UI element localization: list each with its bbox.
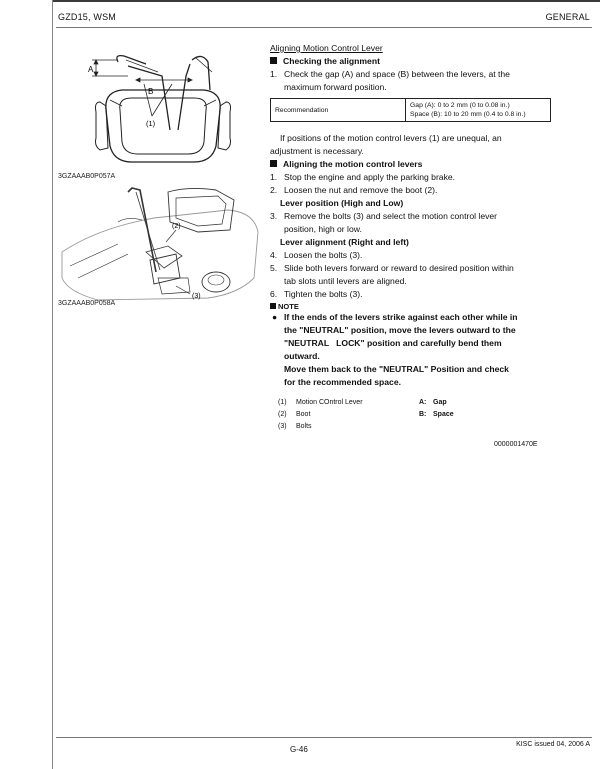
gap-spec: Gap (A): 0 to 2 mm (0 to 0.08 in.) xyxy=(410,102,510,109)
header-model: GZD15, WSM xyxy=(58,12,117,22)
recommendation-values xyxy=(406,99,551,122)
label-bolts-3: (3) xyxy=(192,293,201,300)
checking-step-1: 1. Check the gap (A) and space (B) between the levers, at the maximum forward position. xyxy=(270,69,510,92)
space-spec: Space (B): 10 to 20 mm (0.4 to 0.8 in.) xyxy=(410,111,526,118)
label-lever-1: (1) xyxy=(146,119,156,128)
note-label: NOTE xyxy=(270,302,550,311)
square-bullet-icon xyxy=(270,57,277,64)
note-marker-icon xyxy=(270,303,276,309)
procedure-column xyxy=(270,132,550,389)
figure-1-caption: 3GZAAAB0P057A xyxy=(58,173,116,180)
checking-heading: Checking the alignment xyxy=(270,55,550,68)
section-title: Aligning Motion Control Lever xyxy=(270,43,383,53)
unequal-note-line1: If positions of the motion control levers (1) are unequal, an xyxy=(280,133,502,143)
legend-right xyxy=(419,397,454,421)
aligning-step-1: 1. Stop the engine and apply the parking brake. xyxy=(270,172,456,182)
note-bullet-icon: ● xyxy=(272,312,278,322)
lever-bolts-figure xyxy=(58,182,268,307)
unequal-note-line2: adjustment is necessary. xyxy=(270,146,364,156)
legend-item: (1) Motion COntrol Lever xyxy=(278,399,363,406)
recommendation-table xyxy=(270,98,551,122)
document-code: 0000001470E xyxy=(494,441,538,448)
header-section: GENERAL xyxy=(545,12,590,22)
legend-item: A: Gap xyxy=(419,399,447,406)
legend-item: (2) Boot xyxy=(278,411,311,418)
legend-left xyxy=(278,397,363,433)
instructions-column xyxy=(270,42,550,94)
page-frame-top xyxy=(52,0,600,2)
subheading-lever-position: Lever position (High and Low) xyxy=(280,198,404,208)
footer-divider xyxy=(56,737,592,738)
legend-item: B: Space xyxy=(419,411,454,418)
label-boot-2: (2) xyxy=(172,223,181,230)
lever-alignment-figure xyxy=(66,50,236,170)
square-bullet-icon xyxy=(270,160,277,167)
aligning-step-5: 5. Slide both levers forward or reward to desired position within tab slots until levers are aligned. xyxy=(270,263,514,286)
recommendation-label: Recommendation xyxy=(271,99,406,122)
aligning-step-2: 2. Loosen the nut and remove the boot (2). xyxy=(270,185,438,195)
issue-info: KISC issued 04, 2006 A xyxy=(516,741,590,748)
figure-2-caption: 3GZAAAB0P058A xyxy=(58,300,116,307)
aligning-step-3: 3. Remove the bolts (3) and select the motion control lever position, high or low. xyxy=(270,211,498,234)
page-frame-left xyxy=(52,0,53,769)
aligning-heading: Aligning the motion control levers xyxy=(270,158,550,171)
legend-item: (3) Bolts xyxy=(278,423,312,430)
note-body: ● If the ends of the levers strike against each other while in the "NEUTRAL" position, move the levers outward to the "NEUTRAL LOCK" position and carefully bend them outward. Move them back to the "NEUTRAL" Position and check for the recommended space. xyxy=(272,312,518,387)
label-space-b: B xyxy=(148,87,154,96)
aligning-step-4: 4. Loosen the bolts (3). xyxy=(270,250,363,260)
aligning-step-6: 6. Tighten the bolts (3). xyxy=(270,289,363,299)
header-divider xyxy=(56,27,592,28)
page-number: G-46 xyxy=(290,745,308,754)
label-gap-a: A xyxy=(88,65,94,74)
subheading-lever-alignment: Lever alignment (Right and left) xyxy=(280,237,409,247)
